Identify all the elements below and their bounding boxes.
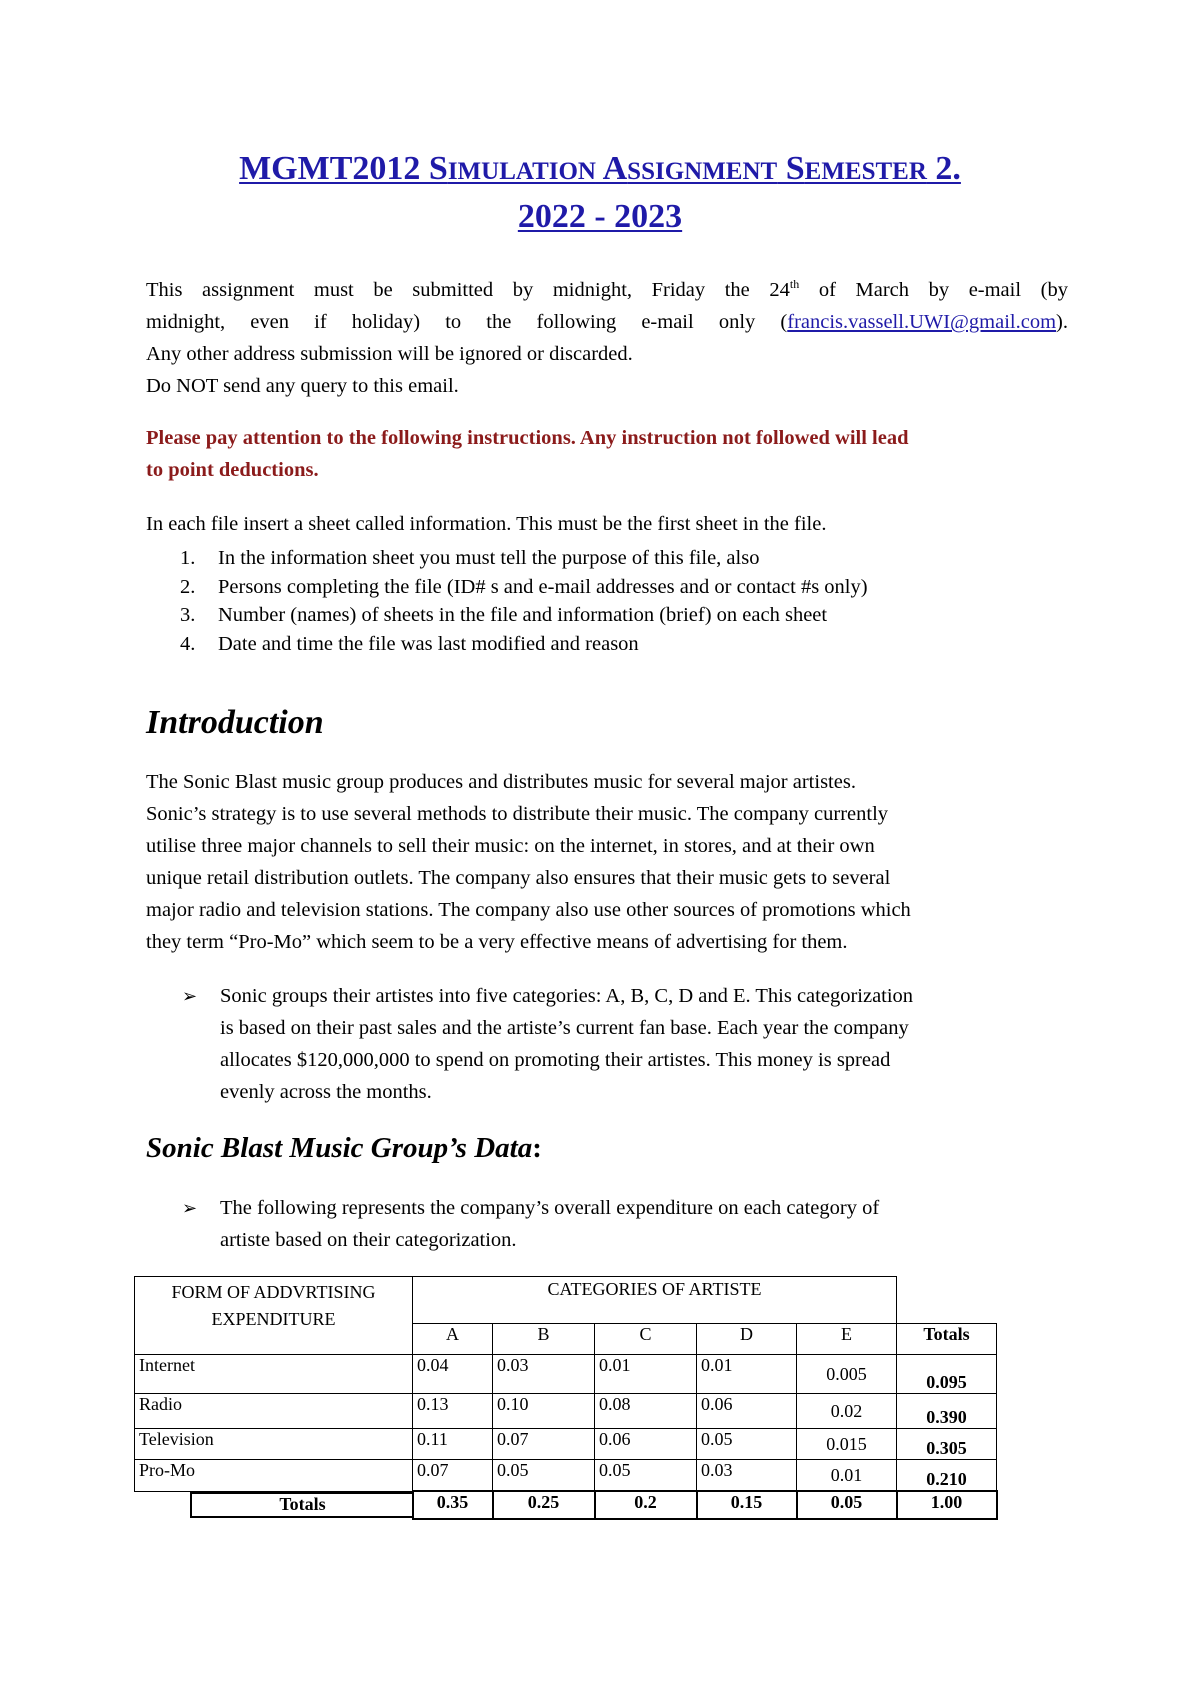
column-header: C (595, 1324, 697, 1355)
warning-text: Please pay attention to the following instructions. Any instruction not followed will lead to point deductions. (146, 427, 909, 481)
table-row: Television 0.11 0.07 0.06 0.05 0.015 0.305 (135, 1429, 997, 1460)
submission-line-1: This assignment must be submitted by midnight, Friday the 24th of March by e-mail (by (146, 277, 1068, 301)
submission-line-3: Any other address submission will be ignored or discarded. (146, 343, 633, 365)
data-heading: Sonic Blast Music Group’s Data: (146, 1132, 542, 1164)
submission-line-2: midnight, even if holiday) to the following e-mail only (francis.vassell.UWI@gmail.com). (146, 311, 1068, 333)
column-header: B (493, 1324, 595, 1355)
column-header: Totals (897, 1324, 997, 1355)
document-page: MGMT2012 SIMULATION ASSIGNMENT SEMESTER 2. 2022 - 2023 This assignment must be submitted by midnight, Friday the 24th of March by e-mail (by midnight, even if holiday) to the following e-mail only (francis.vassell.UWI@gmail.com). Any other address submission will be ignored or discarded. Do NOT send any query to this email. Please pay attention to the following instructions. Any instruction not followed will lead to point deductions. In each file insert a sheet called information. This must be the first sheet in the file. 1. In the information sheet you must tell the purpose of this file, also 2. Persons completing the file (ID# s and e-mail addresses and or contact #s only) 3. Number (names) of sheets in the file and information (brief) on each sheet 4. Date and time the file was last modified and reason Introduction The Sonic Blast music group produces and distributes music for several major artistes. Sonic’s strategy is to use several methods to distribute their music. The company currently utilise three major channels to sell their music: on the internet, in stores, and at their own unique retail distribution outlets. The company also ensures that their music gets to several major radio and television stations. The company also use other sources of promotions which they term “Pro-Mo” which seem to be a very effective means of advertising for them. ➢ Sonic groups their artistes into five categories: A, B, C, D and E. This categorization is based on their past sales and the artiste’s current fan base. Each year the company allocates $120,000,000 to spend on promoting their artistes. This money is spread evenly across the months. Sonic Blast Music Group’s Data: ➢ The following represents the company’s overall expenditure on each category of artiste based on their categorization. FORM OF ADDVRTISING EXPENDITURE CATEGORIES OF ARTISTE A B C D E Totals Internet 0.04 0.03 0.01 0.01 0.005 0.095 Radio 0.13 0.10 0.08 0.06 0.02 0.390 Television 0.11 0.07 0.06 0.05 0.015 0.305 Pro-Mo 0.07 0.05 0.05 0.03 0.01 0.210 Totals 0.35 0.25 0.2 0.15 0.05 1.00 (0, 0, 1200, 1698)
introduction-heading: Introduction (146, 704, 324, 741)
submission-paragraph (146, 274, 1068, 338)
assignment-title: MGMT2012 SIMULATION ASSIGNMENT SEMESTER 2. (239, 150, 961, 187)
header-categories: CATEGORIES OF ARTISTE (413, 1277, 897, 1324)
table-header-row (135, 1277, 997, 1324)
header-form-of-expenditure: FORM OF ADDVRTISING EXPENDITURE (135, 1277, 413, 1355)
column-header: D (697, 1324, 797, 1355)
instructions-list (180, 544, 868, 658)
instructions-intro: In each file insert a sheet called information. This must be the first sheet in the file. (146, 513, 827, 535)
arrow-bullet-icon: ➢ (182, 986, 198, 1006)
table-row: Pro-Mo 0.07 0.05 0.05 0.03 0.01 0.210 (135, 1460, 997, 1492)
submission-line-4: Do NOT send any query to this email. (146, 375, 459, 397)
arrow-bullet-icon: ➢ (182, 1198, 198, 1218)
introduction-paragraph: The Sonic Blast music group produces and distributes music for several major artistes. Sonic’s strategy is to use several methods to distribute their music. The company currently utilise three major channels to sell their music: on the internet, in stores, and at their own unique retail distribution outlets. The company also ensures that their music gets to several major radio and television stations. The company also use other sources of promotions which they term “Pro-Mo” which seem to be a very effective means of advertising for them. (146, 771, 911, 953)
list-item: 4. Date and time the file was last modified and reason (180, 632, 639, 655)
table-row: Internet 0.04 0.03 0.01 0.01 0.005 0.095 (135, 1355, 997, 1394)
submission-email-link[interactable]: francis.vassell.UWI@gmail.com (787, 311, 1057, 333)
totals-row: Totals 0.35 0.25 0.2 0.15 0.05 1.00 (135, 1491, 997, 1519)
list-item: 1. In the information sheet you must tell the purpose of this file, also (180, 547, 760, 569)
column-header: A (413, 1324, 493, 1355)
academic-year: 2022 - 2023 (517, 198, 683, 235)
column-header: E (797, 1324, 897, 1355)
submission-notes (146, 338, 1068, 402)
list-item: 3. Number (names) of sheets in the file and information (brief) on each sheet (180, 604, 828, 626)
expenditure-table (134, 1276, 998, 1520)
table-row: Radio 0.13 0.10 0.08 0.06 0.02 0.390 (135, 1394, 997, 1429)
list-item: 2. Persons completing the file (ID# s and e-mail addresses and or contact #s only) (180, 575, 868, 598)
